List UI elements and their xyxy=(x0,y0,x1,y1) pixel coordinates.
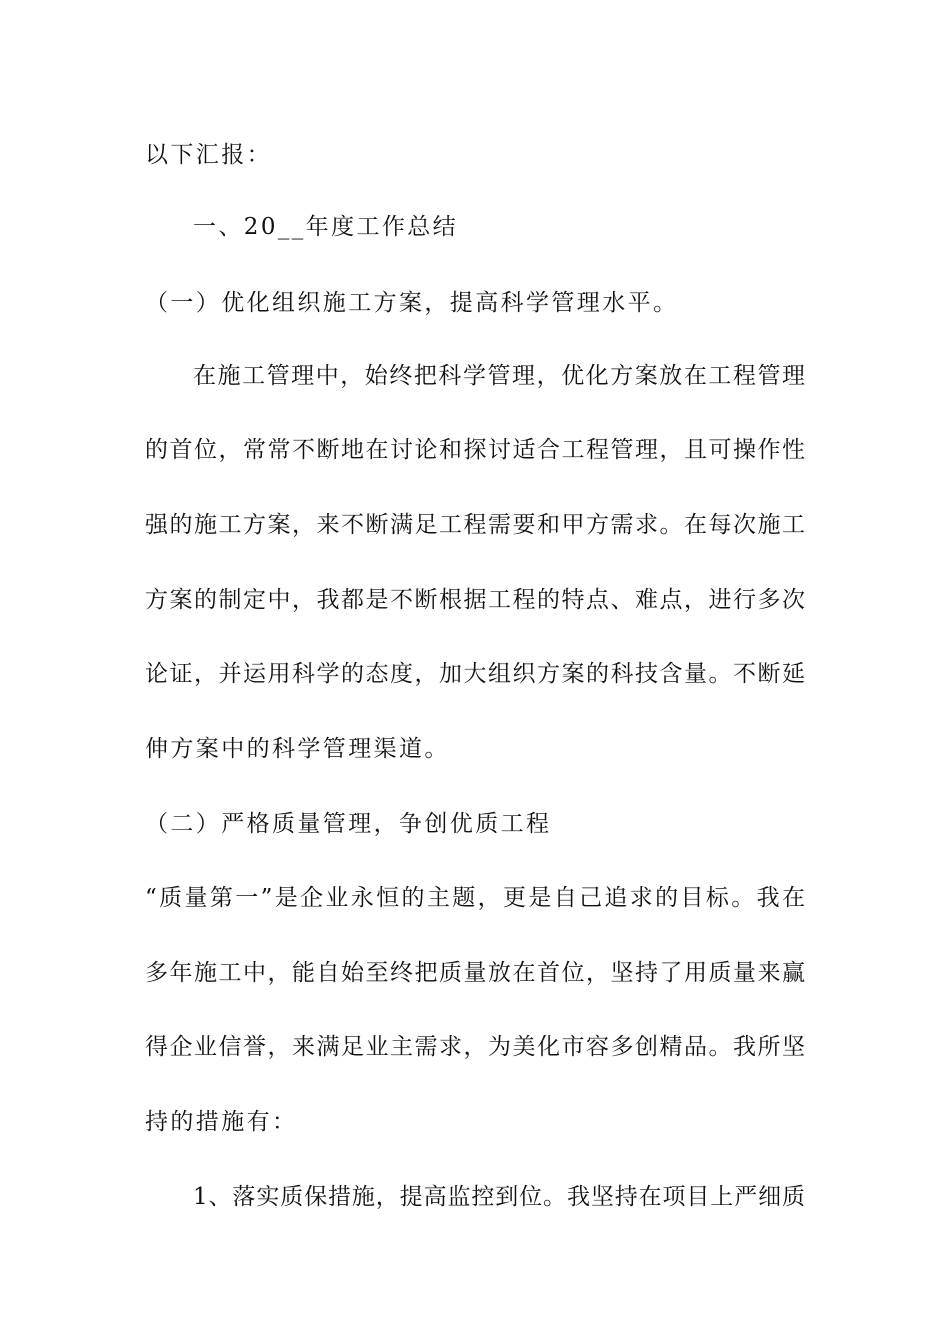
paragraph-line: 伸方案中的科学管理渠道。 xyxy=(145,736,450,762)
subsection-heading: （一）优化组织施工方案，提高科学管理水平。 xyxy=(145,290,679,316)
paragraph-line: 强的施工方案，来不断满足工程需要和甲方需求。在每次施工 xyxy=(145,512,805,538)
paragraph-line: 持的措施有： xyxy=(145,1109,298,1135)
paragraph-line: “质量第一”是企业永恒的主题，更是自己追求的目标。我在 xyxy=(145,885,805,911)
paragraph-line: 方案的制定中，我都是不断根据工程的特点、难点，进行多次 xyxy=(145,587,805,613)
subsection-heading: （二）严格质量管理，争创优质工程 xyxy=(145,811,552,837)
paragraph-line: 论证，并运用科学的态度，加大组织方案的科技含量。不断延 xyxy=(145,661,805,687)
section-heading: 一、20__年度工作总结 xyxy=(193,214,459,240)
paragraph-line: 的首位，常常不断地在讨论和探讨适合工程管理，且可操作性 xyxy=(145,437,805,463)
paragraph-line: 多年施工中，能自始至终把质量放在首位，坚持了用质量来赢 xyxy=(145,960,805,986)
paragraph-line: 得企业信誉，来满足业主需求，为美化市容多创精品。我所坚 xyxy=(145,1034,805,1060)
paragraph-line: 在施工管理中，始终把科学管理，优化方案放在工程管理 xyxy=(193,363,805,389)
list-item: 1、落实质保措施，提高监控到位。我坚持在项目上严细质 xyxy=(193,1184,805,1210)
text-line: 以下汇报： xyxy=(145,142,272,168)
